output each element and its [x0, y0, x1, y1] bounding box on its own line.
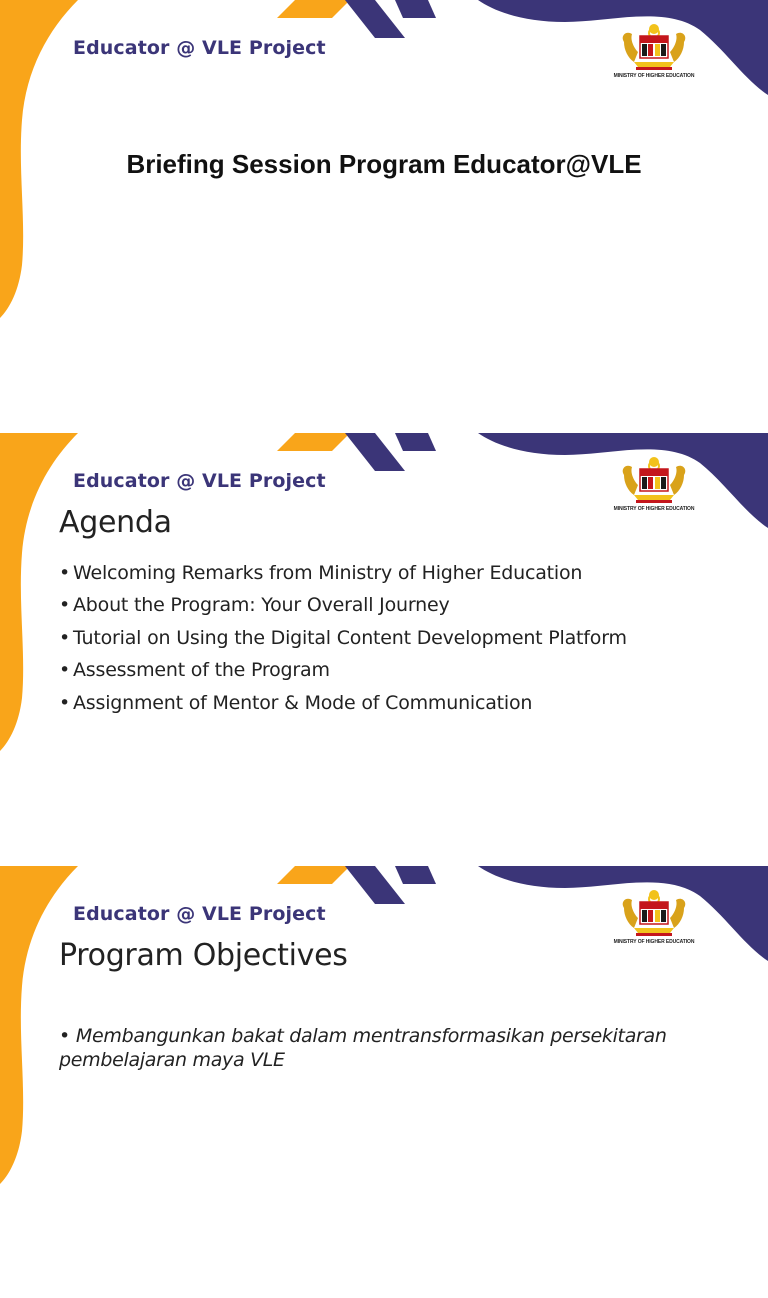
slide-heading: Program Objectives	[59, 938, 348, 973]
ministry-label: MINISTRY OF HIGHER EDUCATION	[613, 73, 695, 79]
agenda-item-text: Assignment of Mentor & Mode of Communication	[73, 691, 533, 714]
list-item: • Tutorial on Using the Digital Content Development Platform	[59, 626, 627, 649]
ministry-crest	[612, 888, 696, 948]
list-item: • Assessment of the Program	[59, 659, 330, 682]
coat-of-arms-icon	[612, 455, 696, 505]
project-brand: Educator @ VLE Project	[73, 903, 326, 925]
ministry-crest	[612, 455, 696, 515]
ministry-crest	[612, 22, 696, 82]
slide-heading: Agenda	[59, 505, 172, 540]
objective-item: • Membangunkan bakat dalam mentransformasikan persekitaran pembelajaran maya VLE	[59, 1025, 667, 1071]
agenda-list	[59, 560, 627, 722]
list-item: • Assignment of Mentor & Mode of Communication	[59, 691, 533, 714]
slide-title	[0, 0, 768, 432]
agenda-item-text: Tutorial on Using the Digital Content Development Platform	[73, 626, 627, 649]
slide-agenda	[0, 433, 768, 865]
ministry-label: MINISTRY OF HIGHER EDUCATION	[613, 506, 695, 512]
slide-objectives	[0, 866, 768, 1298]
coat-of-arms-icon	[612, 22, 696, 72]
list-item: • About the Program: Your Overall Journey	[59, 594, 450, 617]
agenda-item-text: About the Program: Your Overall Journey	[73, 594, 450, 617]
project-brand: Educator @ VLE Project	[73, 37, 326, 59]
project-brand: Educator @ VLE Project	[73, 470, 326, 492]
objective-item-text: Membangunkan bakat dalam mentransformasikan persekitaran pembelajaran maya VLE	[59, 1025, 667, 1071]
slide-title-text: Briefing Session Program Educator@VLE	[126, 149, 642, 179]
coat-of-arms-icon	[612, 888, 696, 938]
list-item: • Welcoming Remarks from Ministry of Higher Education	[59, 562, 583, 584]
agenda-item-text: Welcoming Remarks from Ministry of Higher Education	[73, 562, 583, 584]
ministry-label: MINISTRY OF HIGHER EDUCATION	[613, 939, 695, 945]
agenda-item-text: Assessment of the Program	[73, 659, 330, 682]
